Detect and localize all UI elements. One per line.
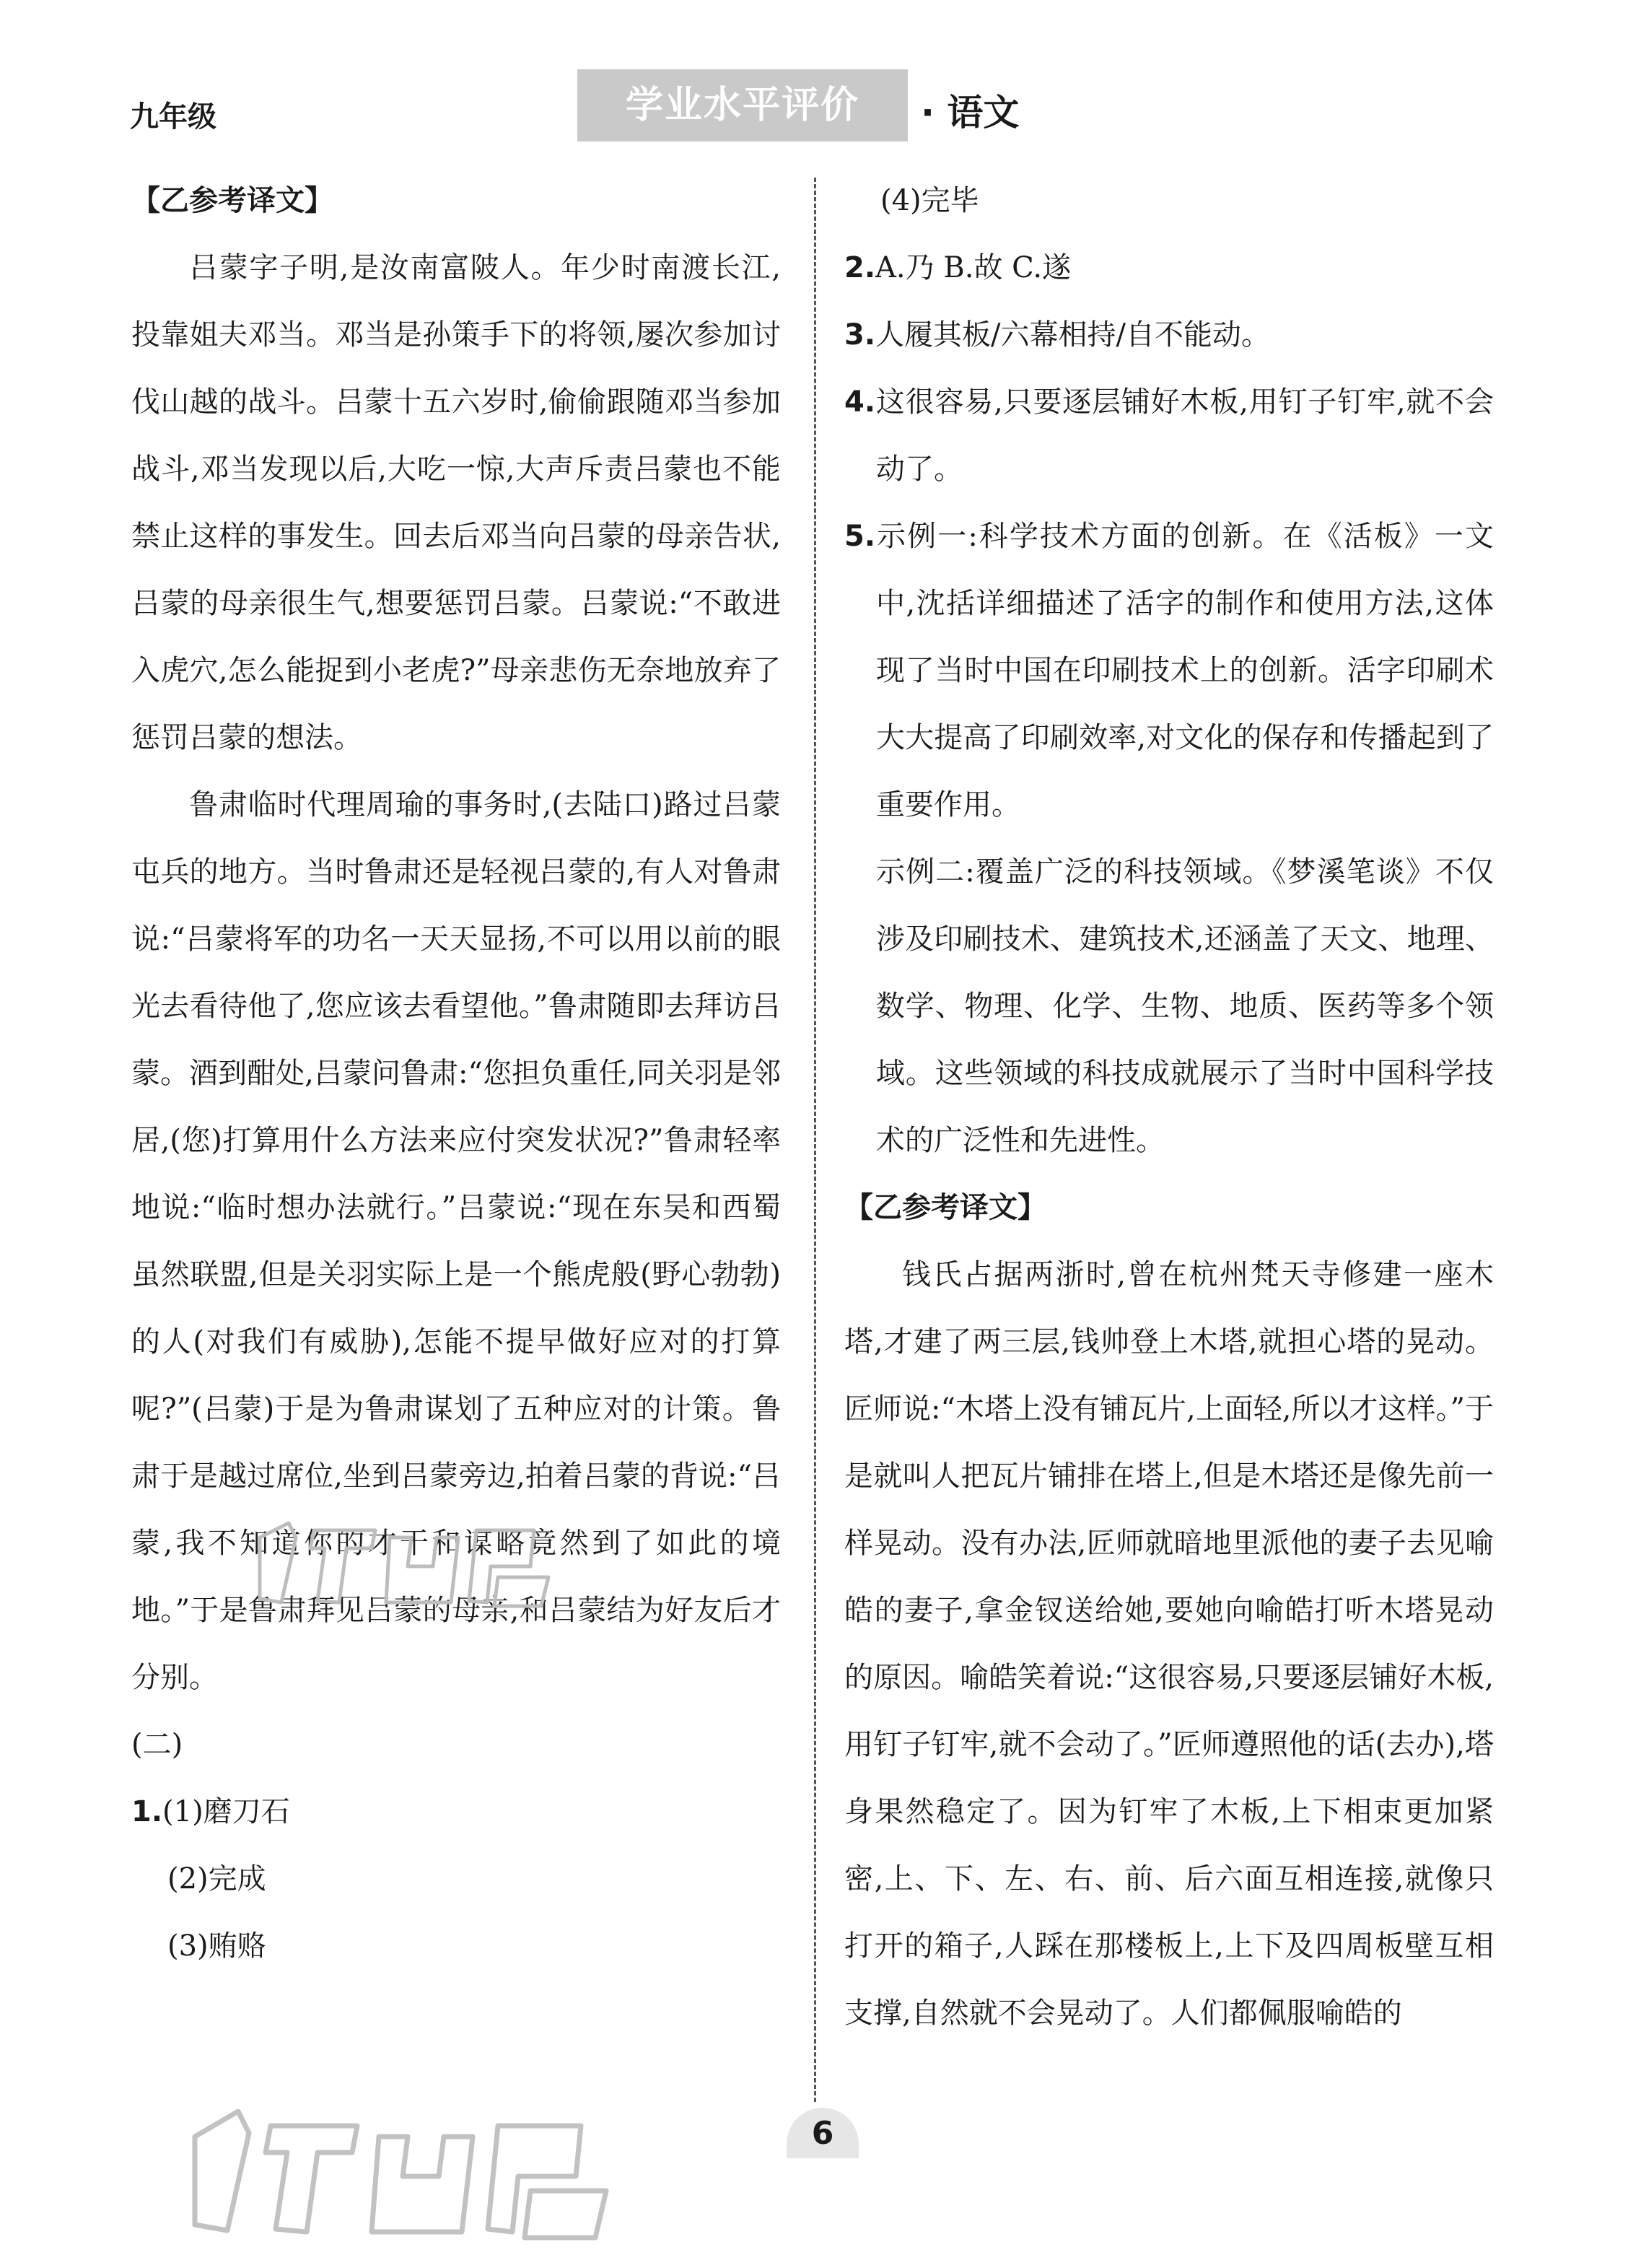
grade-label: 九年级 (130, 100, 216, 134)
right-paragraph-1: 钱氏占据两浙时,曾在杭州梵天寺修建一座木塔,才建了两三层,钱帅登上木塔,就担心塔的晃动。匠师说:“木塔上没有铺瓦片,上面轻,所以才这样。”于是就叫人把瓦片铺排在塔上,但是木塔还是像先前一样晃动。没有办法,匠师就暗地里派他的妻子去见喻皓的妻子,拿金钗送给她,要她向喻皓打听木塔晃动的原因。喻皓笑着说:“这很容易,只要逐层铺好木板,用钉子钉牢,就不会动了。”匠师遵照他的话(去办),塔身果然稳定了。因为钉牢了木板,上下相束更加紧密,上、下、左、右、前、后六面互相连接,就像只打开的箱子,人踩在那楼板上,上下及四周板壁互相支撑,自然就不会晃动了。人们都佩服喻皓的 (844, 1258, 1494, 2030)
question-5 (844, 503, 1494, 839)
header-title: 学业水平评价 (625, 84, 859, 127)
right-heading: 【乙参考译文】 (844, 1191, 1046, 1224)
column-divider (814, 178, 816, 2102)
question-2-answer: A.乃 B.故 C.遂 (875, 251, 1072, 284)
question-4-answer: 这很容易,只要逐层铺好木板,用钉子钉牢,就不会动了。 (875, 385, 1494, 486)
right-column (844, 167, 1494, 2047)
left-paragraph-1: 吕蒙字子明,是汝南富陂人。年少时南渡长江,投靠姐夫邓当。邓当是孙策手下的将领,屡次参加讨伐山越的战斗。吕蒙十五六岁时,偷偷跟随邓当参加战斗,邓当发现以后,大吃一惊,大声斥责吕蒙也不能禁止这样的事发生。回去后邓当向吕蒙的母亲告状,吕蒙的母亲很生气,想要惩罚吕蒙。吕蒙说:“不敢进入虎穴,怎么能捉到小老虎?”母亲悲伤无奈地放弃了惩罚吕蒙的想法。 (131, 251, 781, 754)
question-4 (844, 369, 1494, 503)
question-5-number: 5. (844, 520, 876, 553)
question-1-answer-b: (2)完成 (167, 1862, 266, 1896)
question-3 (844, 302, 1494, 369)
question-1-answer-d: (4)完毕 (880, 184, 979, 217)
question-4-number: 4. (844, 385, 876, 419)
question-2 (844, 235, 1494, 302)
watermark-logo (173, 2093, 649, 2252)
question-2-number: 2. (844, 251, 876, 284)
page-number: 6 (811, 2115, 834, 2152)
question-1-answer-a: (1)磨刀石 (162, 1795, 290, 1828)
question-1-answer-c: (3)贿赂 (167, 1929, 266, 1963)
left-heading: 【乙参考译文】 (131, 184, 333, 217)
left-paragraph-2: 鲁肃临时代理周瑜的事务时,(去陆口)路过吕蒙屯兵的地方。当时鲁肃还是轻视吕蒙的,有人对鲁肃说:“吕蒙将军的功名一天天显扬,不可以用以前的眼光去看待他了,您应该去看望他。”鲁肃随即去拜访吕蒙。酒到酣处,吕蒙问鲁肃:“您担负重任,同关羽是邻居,(您)打算用什么方法来应付突发状况?”鲁肃轻率地说:“临时想办法就行。”吕蒙说:“现在东吴和西蜀虽然联盟,但是关羽实际上是一个熊虎般(野心勃勃)的人(对我们有威胁),怎能不提早做好应对的打算呢?”(吕蒙)于是为鲁肃谋划了五种应对的计策。鲁肃于是越过席位,坐到吕蒙旁边,拍着吕蒙的背说:“吕蒙,我不知道你的才干和谋略竟然到了如此的境地。”于是鲁肃拜见吕蒙的母亲,和吕蒙结为好友后才分别。 (131, 788, 781, 1694)
question-5-example-1: 示例一:科学技术方面的创新。在《活板》一文中,沈括详细描述了活字的制作和使用方法,这体现了当时中国在印刷技术上的创新。活字印刷术大大提高了印刷效率,对文化的保存和传播起到了重要作用。 (875, 520, 1494, 821)
question-5-example-2: 示例二:覆盖广泛的科技领域。《梦溪笔谈》不仅涉及印刷技术、建筑技术,还涵盖了天文、地理、数学、物理、化学、生物、地质、医药等多个领域。这些领域的科技成就展示了当时中国科学技术的广泛性和先进性。 (876, 855, 1494, 1157)
question-3-number: 3. (844, 318, 876, 352)
question-1-number: 1. (131, 1795, 163, 1828)
header-title-box (577, 69, 908, 141)
question-3-answer: 人履其板/六幕相持/自不能动。 (875, 318, 1270, 352)
left-column (131, 167, 781, 1980)
question-1 (131, 1779, 781, 1846)
subject-label: · 语文 (921, 92, 1020, 134)
section-label: (二) (131, 1728, 183, 1761)
